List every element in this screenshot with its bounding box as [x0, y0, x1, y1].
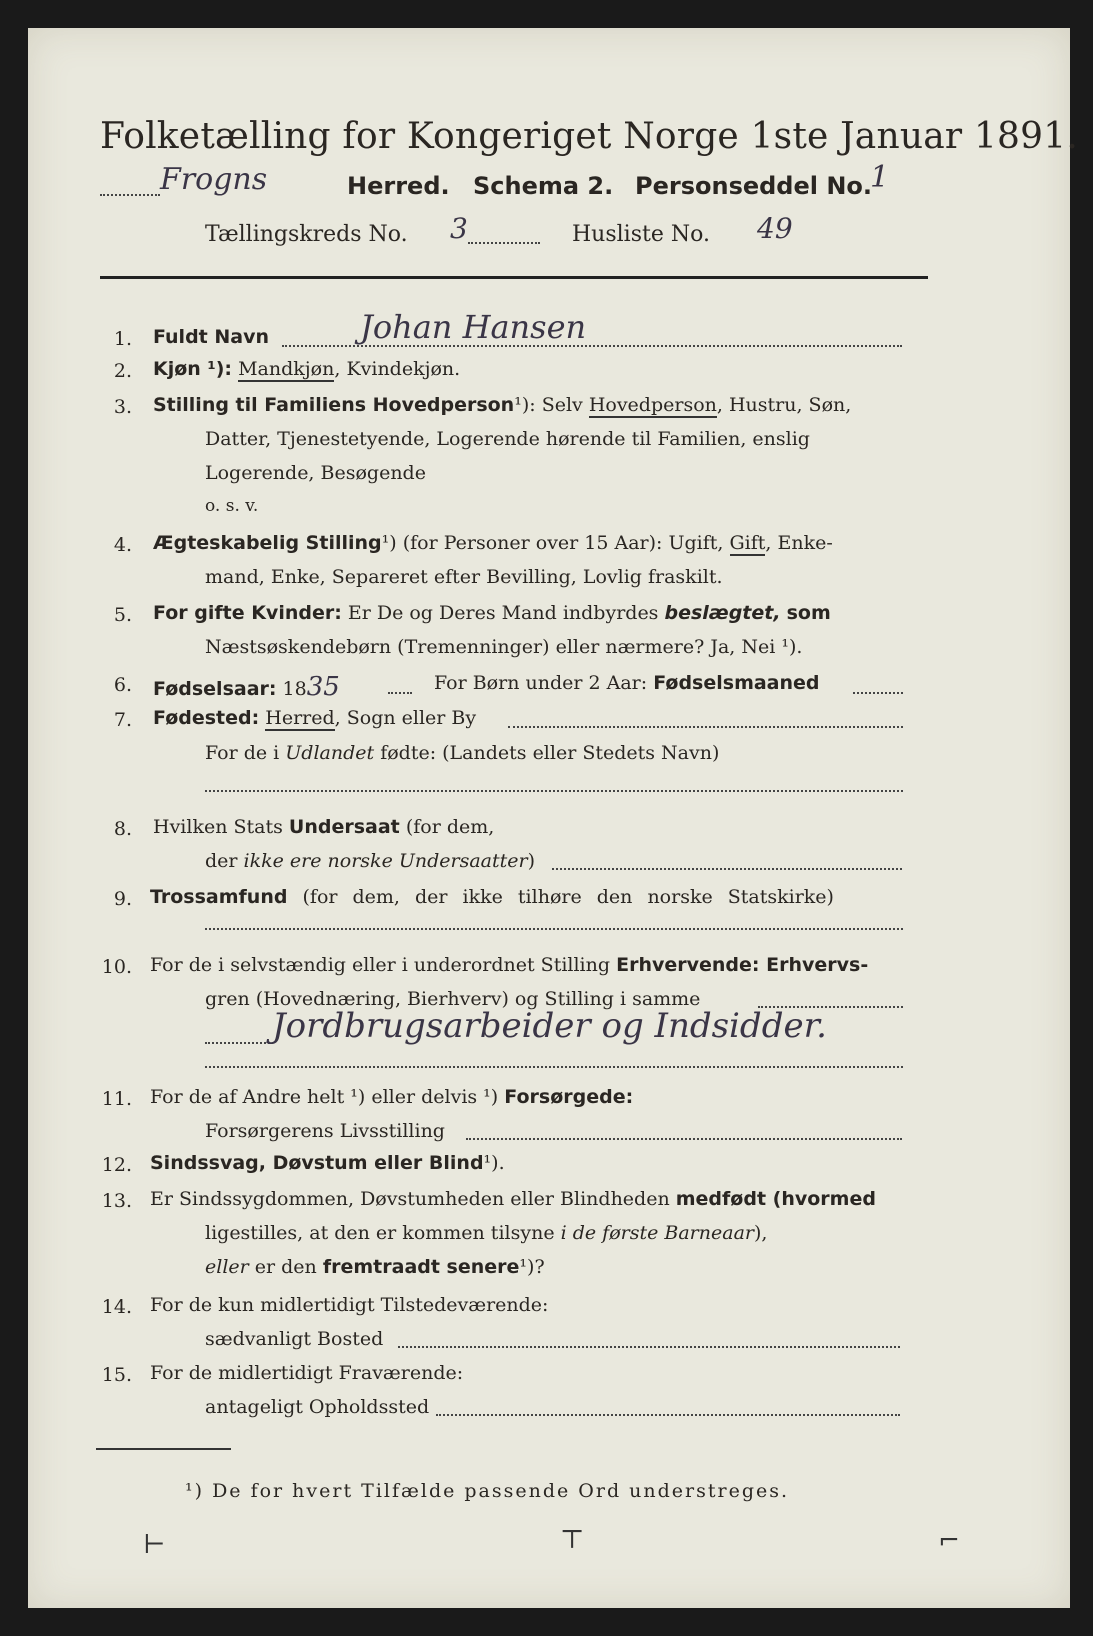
marital-label: Ægteskabelig Stilling [153, 532, 382, 554]
footnote: ¹) De for hvert Tilfælde passende Ord understreges. [185, 1480, 790, 1502]
citizen-c: (for dem, [405, 816, 495, 838]
congenital-line2-a: ligestilles, at den er kommen tilsyne [205, 1222, 555, 1244]
kreds-label: Tællingskreds No. [205, 222, 408, 247]
family-position-line4: o. s. v. [205, 496, 259, 516]
disability-sup: ¹). [483, 1152, 505, 1174]
corner-mark-icon: ⊢ [143, 1530, 166, 1560]
congenital-line3-a: er den [254, 1256, 317, 1278]
item-number: 11. [101, 1088, 132, 1110]
abroad-line [205, 790, 903, 792]
occupation-value: Jordbrugsarbeider og Indsidder. [272, 1006, 827, 1046]
marital-mid: ¹) (for Personer over 15 Aar): Ugift, [381, 532, 724, 554]
full-name-line [282, 345, 902, 347]
personseddel-value: 1 [870, 160, 890, 195]
birth-year-prefix: 18 [282, 678, 307, 700]
citizen-line2-a: der [205, 850, 238, 872]
family-position-label: Stilling til Familiens Hovedperson [153, 394, 515, 416]
temp-present-label: For de kun midlertidigt Tilstedeværende: [150, 1294, 549, 1316]
herred-label: Herred. [347, 172, 450, 200]
schema-label: Schema 2. [473, 172, 614, 200]
supporter-line [466, 1138, 902, 1140]
citizen-line [552, 868, 902, 870]
married-women-rest: som [786, 602, 831, 624]
birthplace-line [508, 726, 903, 728]
disability-label: Sindssvag, Døvstum eller Blind [150, 1152, 484, 1174]
kreds-dotted-line [468, 242, 540, 244]
supported-a: For de af Andre helt ¹) eller delvis ¹) [150, 1086, 499, 1108]
religion-rest: (for dem, der ikke tilhøre den norske Statskirke) [302, 886, 834, 908]
citizen-a: Hvilken Stats [153, 816, 283, 838]
congenital-b: medfødt (hvormed [675, 1188, 876, 1210]
congenital-a: Er Sindssygdommen, Døvstumheden eller Blindheden [150, 1188, 670, 1210]
congenital-line3-b: fremtraadt senere [322, 1256, 520, 1278]
religion-label: Trossamfund [150, 886, 288, 908]
sex-option-selected: Mandkjøn [238, 358, 335, 380]
item-number: 5. [113, 604, 132, 626]
occupation-line [205, 1066, 903, 1068]
birthplace-label: Fødested: [153, 707, 260, 729]
item-number: 3. [113, 396, 132, 418]
husliste-label: Husliste No. [572, 222, 710, 247]
item-number: 4. [113, 534, 132, 556]
item-number: 7. [113, 709, 132, 731]
header-rule [100, 276, 928, 279]
religion-line [205, 928, 903, 930]
occupation-b: Erhvervende: Erhvervs- [616, 954, 869, 976]
married-women-line2: Næstsøskendebørn (Tremenninger) eller nærmere? Ja, Nei ¹). [205, 636, 803, 658]
sex-options-rest: , Kvindekjøn. [334, 358, 461, 380]
occupation-a: For de i selvstændig eller i underordnet Stilling [150, 954, 611, 976]
item-number: 15. [101, 1364, 132, 1386]
family-position-rest: , Hustru, Søn, [716, 394, 852, 416]
abroad-b: fødte: (Landets eller Stedets Navn) [380, 742, 720, 764]
family-position-line3: Logerende, Besøgende [205, 462, 426, 484]
item-number: 1. [113, 328, 132, 350]
congenital-line3-c: ¹)? [519, 1256, 545, 1278]
citizen-b: Undersaat [288, 816, 400, 838]
full-name-value: Johan Hansen [360, 308, 587, 346]
probable-stay-label: antageligt Opholdssted [205, 1396, 430, 1418]
item-number: 12. [101, 1154, 132, 1176]
sex-label: Kjøn ¹): [153, 358, 233, 380]
congenital-line2-b: ), [754, 1222, 768, 1244]
married-women-label: For gifte Kvinder: [153, 602, 342, 624]
item-number: 6. [113, 674, 132, 696]
item-number: 9. [113, 888, 132, 910]
abroad-a: For de i [205, 742, 280, 764]
full-name-label: Fuldt Navn [153, 326, 270, 348]
personseddel-label: Personseddel No. [635, 172, 873, 200]
married-women-em: beslægtet, [664, 602, 781, 624]
birth-month-intro: For Børn under 2 Aar: [434, 672, 648, 694]
item-number: 14. [101, 1296, 132, 1318]
birthplace-rest: , Sogn eller By [334, 707, 477, 729]
occupation-value-lead [205, 1042, 270, 1044]
birth-year-label: Fødselsaar: [153, 678, 277, 700]
temp-absent-label: For de midlertidigt Fraværende: [150, 1362, 464, 1384]
marital-rest: , Enke- [765, 532, 833, 554]
supported-b: Forsørgede: [504, 1086, 634, 1108]
birth-month-label: Fødselsmaaned [653, 672, 820, 694]
occupation-line2: gren (Hovednæring, Bierhverv) og Stilling i samme [205, 988, 701, 1010]
kreds-value: 3 [450, 212, 468, 245]
abroad-em: Udlandet [285, 742, 375, 764]
birth-year-dots [388, 692, 412, 694]
corner-mark-icon: ⌐ [938, 1526, 960, 1556]
usual-residence-line [398, 1346, 900, 1348]
family-position-line2: Datter, Tjenestetyende, Logerende hørende til Familien, enslig [205, 428, 810, 450]
birthplace-selected: Herred [265, 707, 335, 729]
married-women-mid: Er De og Deres Mand indbyrdes [347, 602, 659, 624]
husliste-value: 49 [757, 212, 793, 245]
center-mark-icon: ⊤ [560, 1525, 585, 1555]
form-title: Folketælling for Kongeriget Norge 1ste Januar 1891. [100, 116, 1079, 157]
herred-value: Frogns [160, 162, 268, 197]
probable-stay-line [436, 1414, 900, 1416]
family-position-sup: ¹): Selv [514, 394, 583, 416]
citizen-line2-em: ikke ere norske Undersaatter [243, 850, 528, 872]
congenital-line3-em: eller [205, 1256, 249, 1278]
birth-year-value: 35 [306, 672, 340, 702]
footnote-rule [96, 1448, 231, 1450]
supporter-label: Forsørgerens Livsstilling [205, 1120, 445, 1142]
herred-dotted-line [100, 194, 160, 196]
marital-line2: mand, Enke, Separeret efter Bevilling, Lovlig fraskilt. [205, 566, 723, 588]
citizen-line2-b: ) [527, 850, 536, 872]
birth-month-line [853, 692, 903, 694]
item-number: 8. [113, 818, 132, 840]
marital-selected: Gift [729, 532, 766, 554]
item-number: 2. [113, 360, 132, 382]
item-number: 10. [101, 956, 132, 978]
usual-residence-label: sædvanligt Bosted [205, 1328, 384, 1350]
congenital-line2-em: i de første Barneaar [560, 1222, 754, 1244]
item-number: 13. [101, 1190, 132, 1212]
family-position-selected: Hovedperson [588, 394, 717, 416]
